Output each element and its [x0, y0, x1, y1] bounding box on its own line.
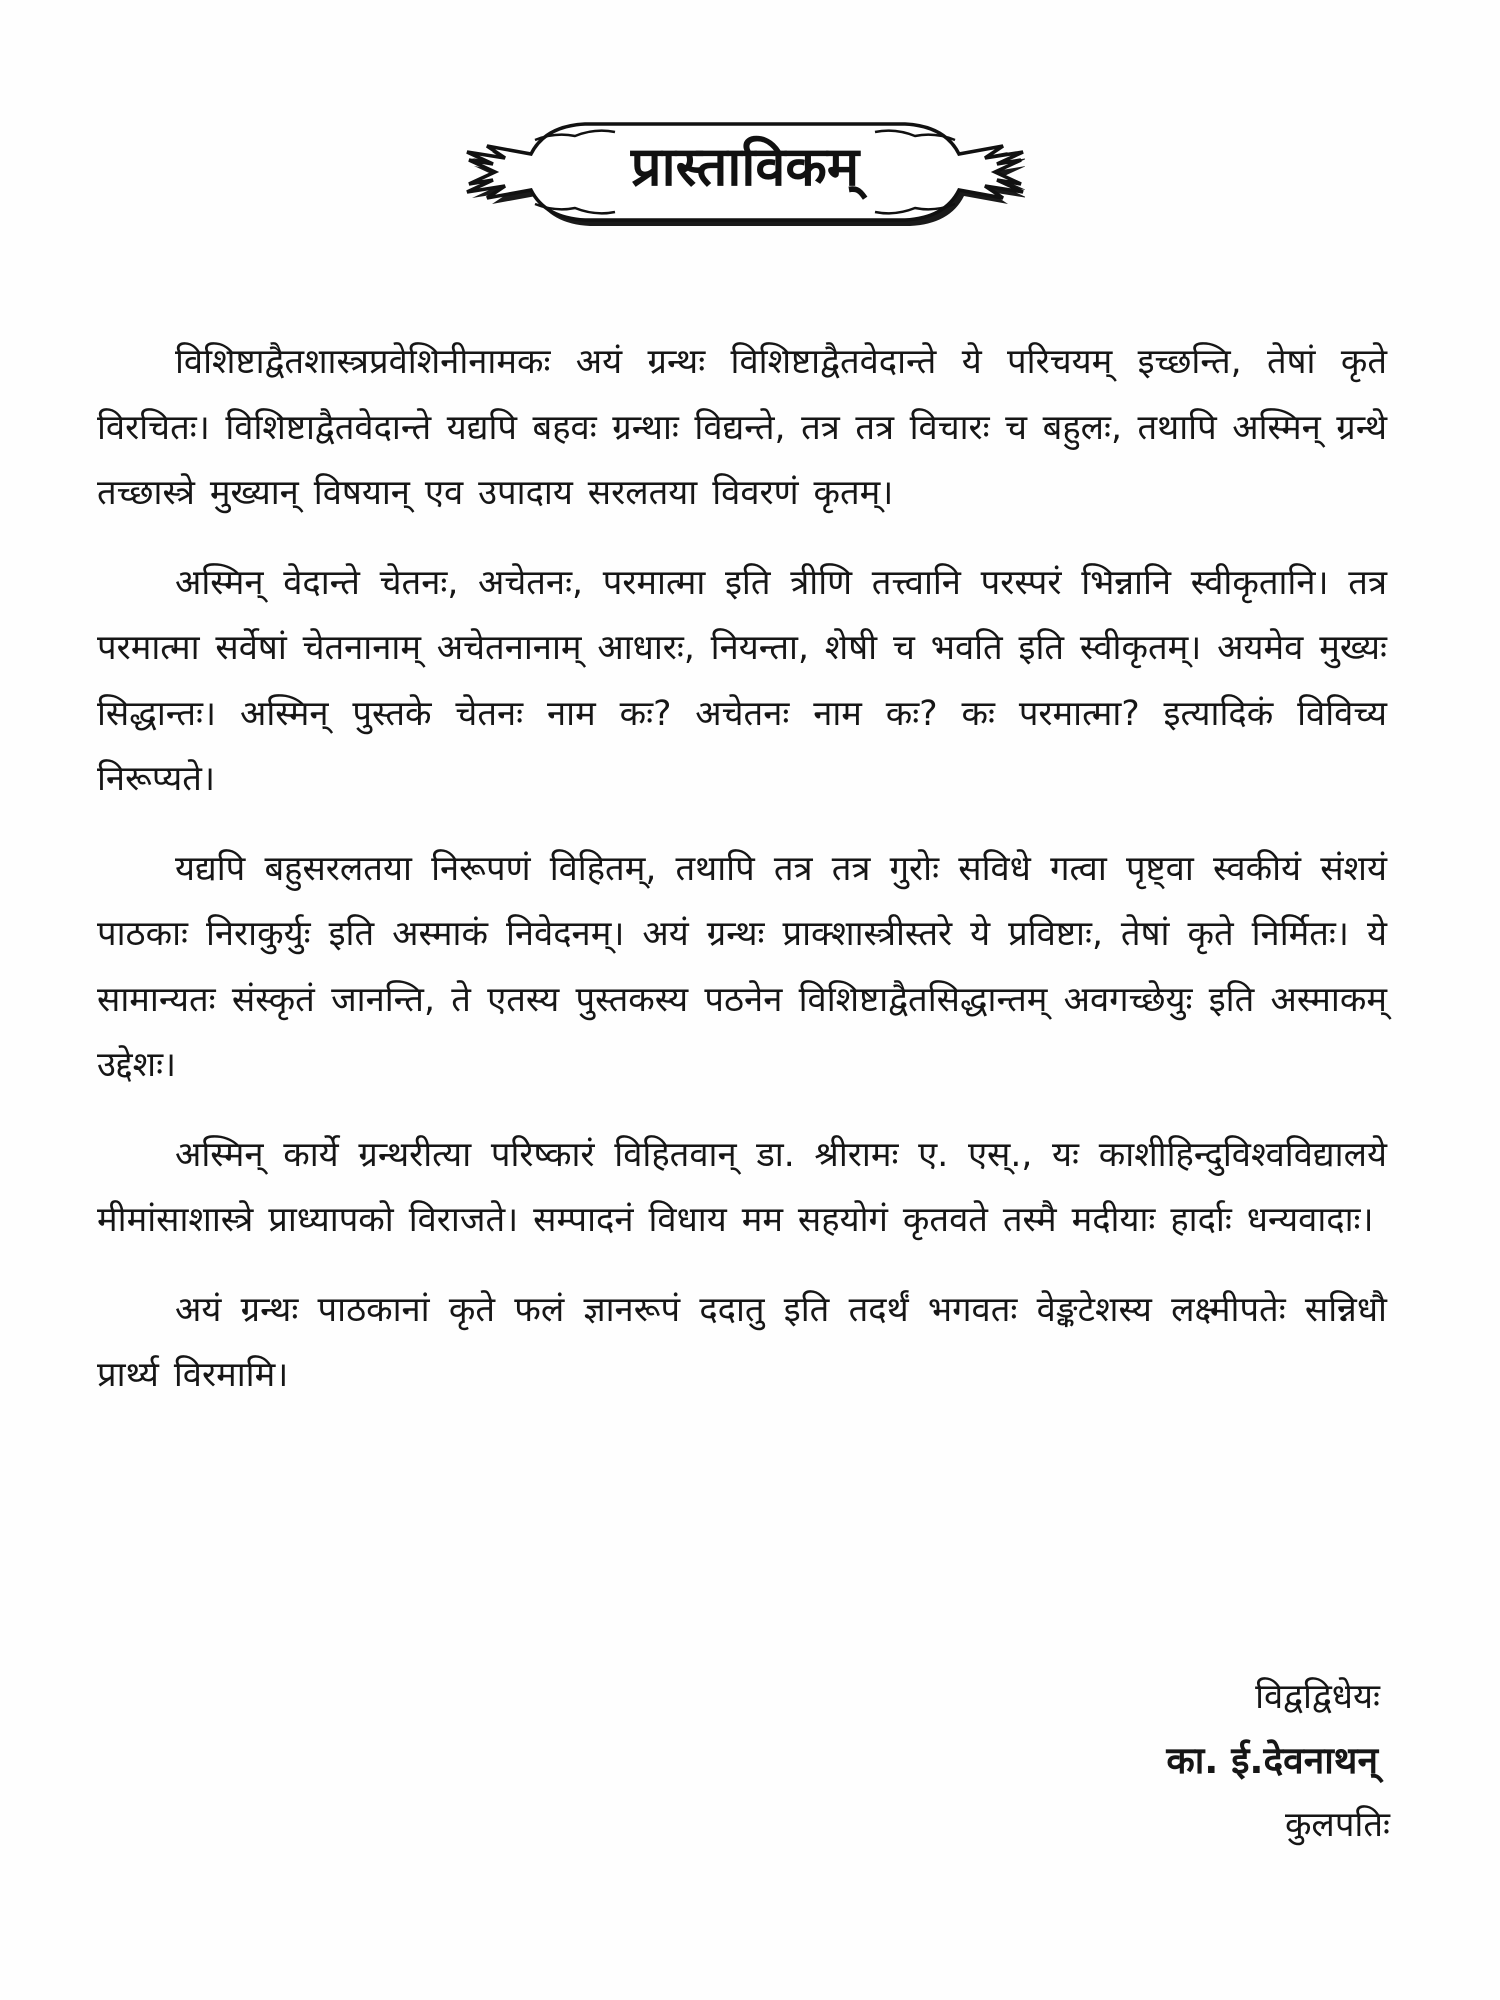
title-banner	[465, 110, 1025, 230]
paragraph-4: अस्मिन् कार्ये ग्रन्थरीत्या परिष्कारं विहितवान् डा. श्रीरामः ए. एस्., यः काशीहिन्दुविश्वविद्यालये मीमांसाशास्त्रे प्राध्यापको विराजते। सम्पादनं विधाय मम सहयोगं कृतवते तस्मै मदीयाः हार्दाः धन्यवादाः।	[97, 1134, 1387, 1240]
signature-role: कुलपतिः	[1284, 1805, 1390, 1845]
paragraph-3: यद्यपि बहुसरलतया निरूपणं विहितम्, तथापि तत्र तत्र गुरोः सविधे गत्वा पृष्ट्वा स्वकीयं संशयं पाठकाः निराकुर्युः इति अस्माकं निवेदनम्। अयं ग्रन्थः प्राक्शास्त्रीस्तरे ये प्रविष्टाः, तेषां कृते निर्मितः। ये सामान्यतः संस्कृतं जानन्ति, ते एतस्य पुस्तकस्य पठनेन विशिष्टाद्वैतसिद्धान्तम् अवगच्छेयुः इति अस्माकम् उद्देशः।	[97, 848, 1387, 1085]
paragraph-1: विशिष्टाद्वैतशास्त्रप्रवेशिनीनामकः अयं ग्रन्थः विशिष्टाद्वैतवेदान्ते ये परिचयम् इच्छन्ति, तेषां कृते विरचितः। विशिष्टाद्वैतवेदान्ते यद्यपि बहवः ग्रन्थाः विद्यन्ते, तत्र तत्र विचारः च बहुलः, तथापि अस्मिन् ग्रन्थे तच्छास्त्रे मुख्यान् विषयान् एव उपादाय सरलतया विवरणं कृतम्।	[97, 342, 1387, 513]
body-text	[97, 330, 1387, 1433]
signature-closing: विद्वद्विधेयः	[1255, 1677, 1380, 1717]
signature-name: का. ई.देवनाथन्	[1166, 1739, 1378, 1782]
signature-block	[790, 1665, 1390, 1857]
paragraph-2: अस्मिन् वेदान्ते चेतनः, अचेतनः, परमात्मा इति त्रीणि तत्त्वानि परस्परं भिन्नानि स्वीकृतानि। तत्र परमात्मा सर्वेषां चेतनानाम् अचेतनानाम् आधारः, नियन्ता, शेषी च भवति इति स्वीकृतम्। अयमेव मुख्यः सिद्धान्तः। अस्मिन् पुस्तके चेतनः नाम कः? अचेतनः नाम कः? कः परमात्मा? इत्यादिकं विविच्य निरूप्यते।	[97, 562, 1387, 799]
paragraph-5: अयं ग्रन्थः पाठकानां कृते फलं ज्ञानरूपं ददातु इति तदर्थं भगवतः वेङ्कटेशस्य लक्ष्मीपतेः सन्निधौ प्रार्थ्य विरमामि।	[97, 1289, 1387, 1395]
page-title: प्रास्ताविकम्	[630, 135, 860, 198]
